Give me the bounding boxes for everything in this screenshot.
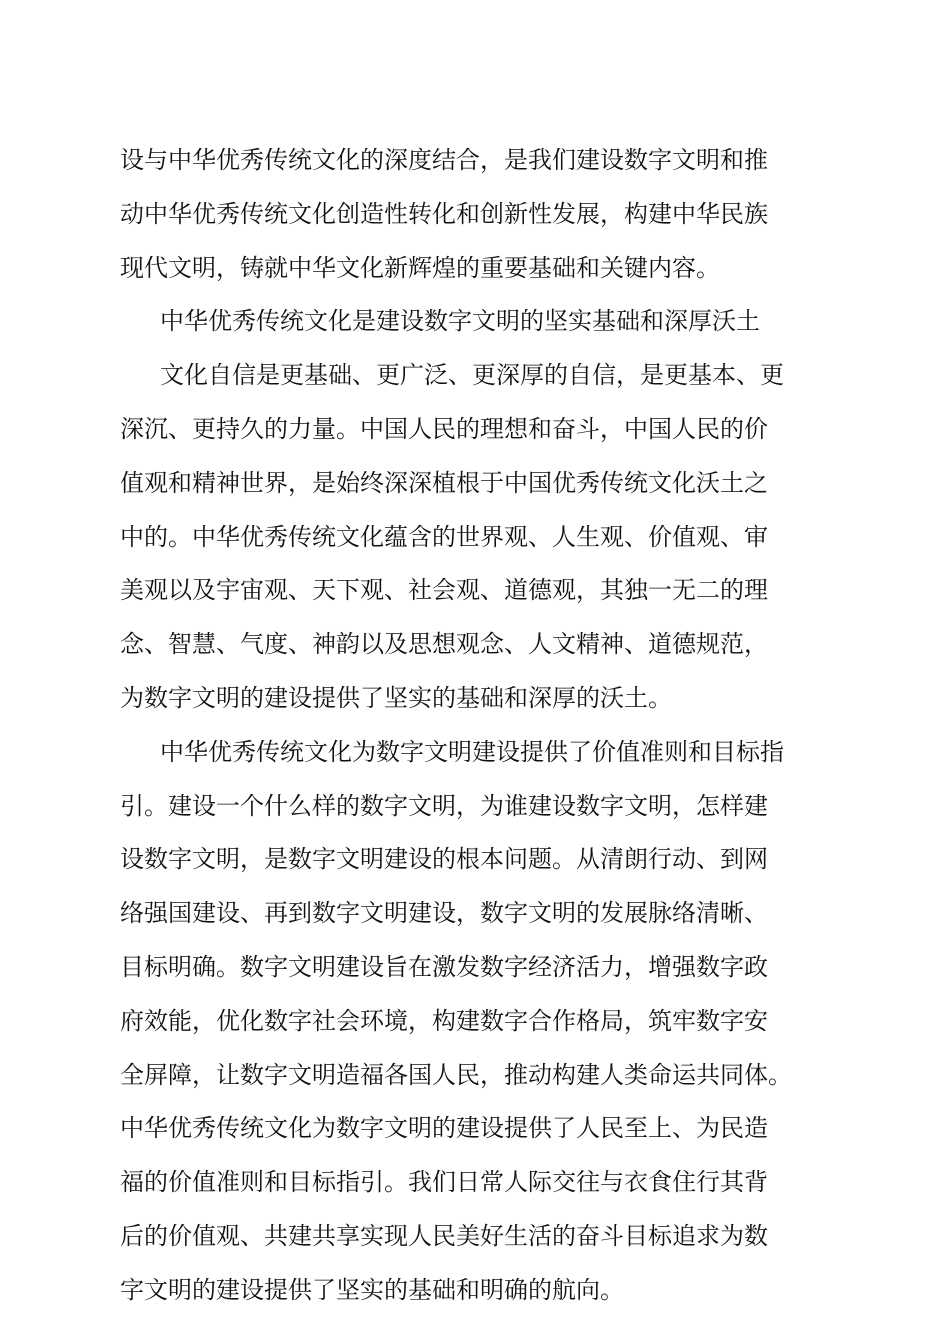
- text-line: 引。建设一个什么样的数字文明，为谁建设数字文明，怎样建: [120, 791, 768, 820]
- text-line: 府效能，优化数字社会环境，构建数字合作格局，筑牢数字安: [120, 1006, 768, 1035]
- text-line: 值观和精神世界，是始终深深植根于中国优秀传统文化沃土之: [120, 468, 768, 497]
- text-line: 美观以及宇宙观、天下观、社会观、道德观，其独一无二的理: [120, 576, 768, 605]
- text-line: 深沉、更持久的力量。中国人民的理想和奋斗，中国人民的价: [120, 414, 768, 443]
- text-line: 中华优秀传统文化为数字文明建设提供了价值准则和目标指: [160, 737, 784, 766]
- text-line: 中的。中华优秀传统文化蕴含的世界观、人生观、价值观、审: [120, 522, 768, 551]
- document-body: [120, 134, 832, 1318]
- intro-paragraph: [120, 134, 832, 295]
- text-line: 中华优秀传统文化为数字文明的建设提供了人民至上、为民造: [120, 1114, 768, 1143]
- text-line: 目标明确。数字文明建设旨在激发数字经济活力，增强数字政: [120, 952, 768, 981]
- value-guidance-paragraph: [120, 726, 832, 1318]
- text-line: 念、智慧、气度、神韵以及思想观念、人文精神、道德规范，: [120, 630, 768, 659]
- text-line: 全屏障，让数字文明造福各国人民，推动构建人类命运共同体。: [120, 1060, 792, 1089]
- text-line: 为数字文明的建设提供了坚实的基础和深厚的沃土。: [120, 683, 672, 712]
- text-line: 福的价值准则和目标指引。我们日常人际交往与衣食住行其背: [120, 1168, 768, 1197]
- text-line: 动中华优秀传统文化创造性转化和创新性发展，构建中华民族: [120, 199, 768, 228]
- text-line: 设与中华优秀传统文化的深度结合，是我们建设数字文明和推: [120, 146, 768, 174]
- heading-line: 中华优秀传统文化是建设数字文明的坚实基础和深厚沃土: [160, 307, 760, 336]
- text-line: 设数字文明，是数字文明建设的根本问题。从清朗行动、到网: [120, 845, 768, 874]
- text-line: 后的价值观、共建共享实现人民美好生活的奋斗目标追求为数: [120, 1221, 768, 1250]
- text-line: 现代文明，铸就中华文化新辉煌的重要基础和关键内容。: [120, 253, 720, 282]
- text-line: 字文明的建设提供了坚实的基础和明确的航向。: [120, 1275, 624, 1304]
- text-line: 文化自信是更基础、更广泛、更深厚的自信，是更基本、更: [160, 361, 784, 390]
- section-heading: [120, 295, 832, 349]
- cultural-confidence-paragraph: [120, 349, 832, 726]
- text-line: 络强国建设、再到数字文明建设，数字文明的发展脉络清晰、: [120, 899, 768, 928]
